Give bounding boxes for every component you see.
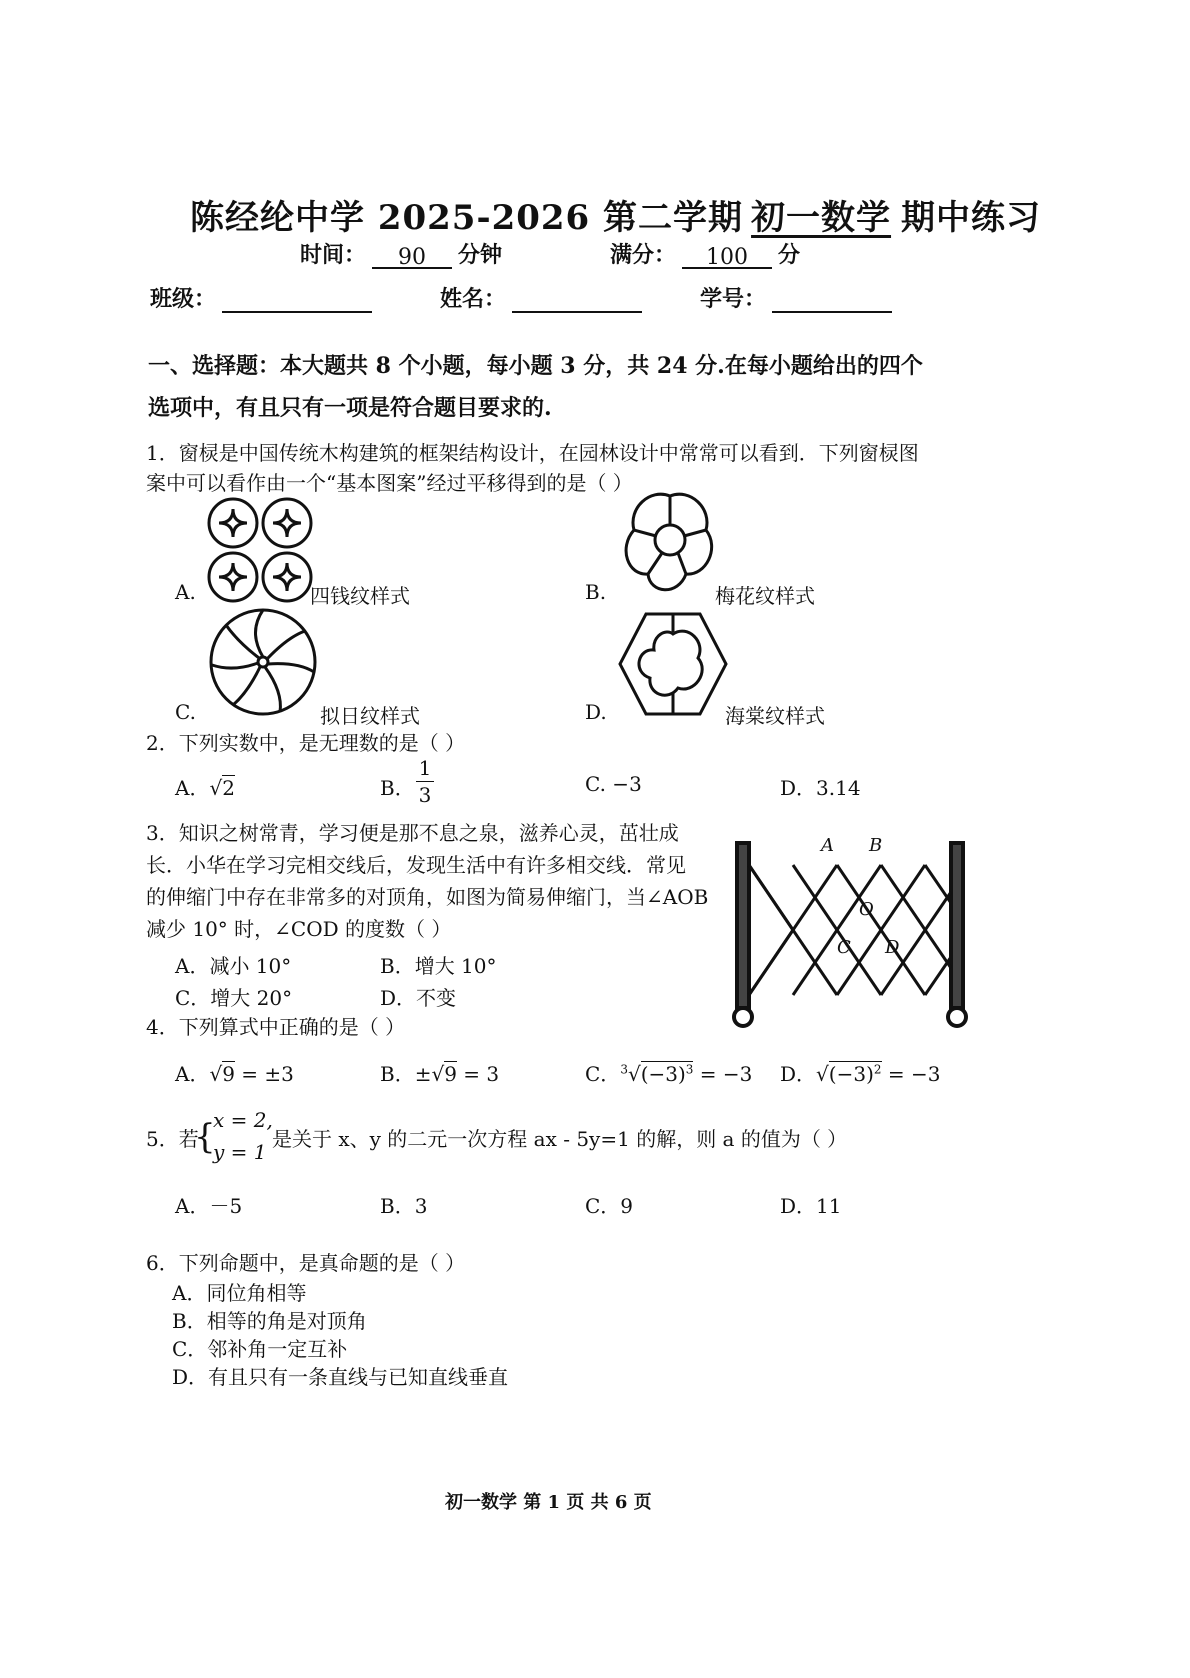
q5-prefix: 5．若 — [146, 1127, 199, 1151]
class-row — [150, 282, 372, 313]
q1-option-c-letter[interactable]: C. — [175, 700, 196, 724]
time-value: 90 — [372, 245, 452, 269]
q4-option-c-index: 3 — [620, 1062, 628, 1077]
page-title — [190, 190, 1041, 239]
score-value: 100 — [682, 245, 772, 269]
q4-option-b-rest: = 3 — [456, 1062, 500, 1086]
q4-option-d-rest: = −3 — [881, 1062, 941, 1086]
id-field[interactable] — [772, 289, 892, 313]
q6-option-c[interactable]: C．邻补角一定互补 — [172, 1337, 348, 1361]
q4-option-d-exponent: 2 — [873, 1062, 882, 1077]
q5-option-d[interactable]: D．11 — [780, 1194, 842, 1218]
q3-option-b[interactable]: B．增大 10° — [380, 954, 497, 978]
q1-option-b-letter[interactable]: B. — [585, 580, 607, 604]
time-row — [300, 238, 502, 269]
q4-option-c[interactable] — [585, 1058, 752, 1087]
score-row — [610, 238, 800, 269]
name-row — [440, 282, 642, 313]
begonia-pattern-icon — [618, 612, 728, 716]
q4-option-a-rest: = ±3 — [234, 1062, 294, 1086]
q3-option-c[interactable]: C．增大 20° — [175, 986, 293, 1010]
q3-line1: 3．知识之树常青，学习便是那不息之泉，滋养心灵，茁壮成 — [146, 821, 679, 845]
q5-eq2: y = 1 — [213, 1140, 267, 1164]
gate-label-c: C — [837, 937, 851, 958]
q3-option-d[interactable]: D．不变 — [380, 986, 457, 1010]
q2-option-b[interactable] — [380, 772, 415, 801]
gate-label-b: B — [869, 835, 883, 856]
q1-line2: 案中可以看作由一个“基本图案”经过平移得到的是（ ） — [146, 471, 633, 495]
q2-option-c[interactable]: C. −3 — [585, 772, 642, 796]
plum-blossom-pattern-icon — [620, 488, 720, 598]
q6-option-b[interactable]: B．相等的角是对顶角 — [172, 1309, 367, 1333]
q3-option-a[interactable]: A．减小 10° — [175, 954, 292, 978]
name-field[interactable] — [512, 289, 642, 313]
q4-option-d-letter: D． — [780, 1062, 817, 1086]
name-label: 姓名： — [440, 286, 507, 312]
q1-option-a-caption: 四钱纹样式 — [310, 584, 410, 608]
time-unit: 分钟 — [458, 242, 503, 268]
left-brace-icon: { — [194, 1117, 216, 1157]
sqrt-icon: √ — [627, 1062, 641, 1086]
gate-label-a: A — [821, 835, 834, 856]
q5-system — [213, 1104, 273, 1168]
q2-option-a-letter: A． — [175, 776, 210, 800]
q4-option-b-radicand: 9 — [444, 1062, 457, 1086]
title-suffix: 期中练习 — [901, 198, 1042, 238]
score-label: 满分： — [610, 242, 677, 268]
q4-option-b-letter: B． — [380, 1062, 415, 1086]
q4-option-b-sign: ± — [414, 1062, 432, 1086]
class-label: 班级： — [150, 286, 217, 312]
q4-option-d-radicand: (−3) — [828, 1062, 874, 1086]
gate-label-d: D — [885, 937, 900, 958]
q1-option-d-caption: 海棠纹样式 — [725, 704, 825, 728]
q1-option-a-letter[interactable]: A. — [175, 580, 196, 604]
id-label: 学号： — [700, 286, 767, 312]
q2-fraction-numerator: 1 — [416, 755, 434, 782]
q5-option-b[interactable]: B．3 — [380, 1194, 428, 1218]
q2-fraction — [416, 755, 434, 808]
q2-fraction-denominator: 3 — [418, 783, 432, 807]
q2-option-a[interactable] — [175, 772, 235, 801]
section1-line2: 选项中，有且只有一项是符合题目要求的. — [148, 395, 552, 421]
q1-option-d-letter[interactable]: D. — [585, 700, 607, 724]
q2-stem: 2．下列实数中，是无理数的是（ ） — [146, 731, 466, 755]
q1-option-b-caption: 梅花纹样式 — [715, 584, 815, 608]
sqrt-icon: √ — [209, 776, 223, 800]
score-unit: 分 — [778, 242, 801, 268]
q4-option-d[interactable] — [780, 1058, 941, 1087]
q2-option-d[interactable]: D．3.14 — [780, 776, 861, 800]
id-row — [700, 282, 892, 313]
sqrt-icon: √ — [431, 1062, 445, 1086]
q4-option-c-radicand: (−3) — [640, 1062, 686, 1086]
q6-option-d[interactable]: D．有且只有一条直线与已知直线垂直 — [172, 1365, 509, 1389]
sqrt-icon: √ — [209, 1062, 223, 1086]
q1-option-c-caption: 拟日纹样式 — [320, 704, 420, 728]
q6-stem: 6．下列命题中，是真命题的是（ ） — [146, 1251, 466, 1275]
section1-line1: 一、选择题：本大题共 8 个小题，每小题 3 分，共 24 分.在每小题给出的四个 — [148, 353, 923, 379]
q4-option-a-radicand: 9 — [222, 1062, 235, 1086]
q4-option-a[interactable] — [175, 1058, 294, 1087]
gate-label-o: O — [859, 899, 874, 920]
q4-option-c-rest: = −3 — [693, 1062, 753, 1086]
time-label: 时间： — [300, 242, 367, 268]
four-coin-pattern-icon — [205, 495, 315, 605]
q6-option-a[interactable]: A．同位角相等 — [172, 1281, 307, 1305]
q2-option-b-letter: B． — [380, 776, 415, 800]
q3-line3: 的伸缩门中存在非常多的对顶角，如图为简易伸缩门，当∠AOB — [146, 885, 709, 909]
title-prefix: 陈经纶中学 2025-2026 第二学期 — [190, 198, 744, 238]
q4-option-b[interactable] — [380, 1058, 499, 1087]
q4-stem: 4．下列算式中正确的是（ ） — [146, 1015, 406, 1039]
q4-option-a-letter: A． — [175, 1062, 210, 1086]
q5-suffix: 是关于 x、y 的二元一次方程 ax - 5y=1 的解，则 a 的值为（ ） — [272, 1127, 848, 1151]
q1-line1: 1．窗棂是中国传统木构建筑的框架结构设计，在园林设计中常常可以看到．下列窗棂图 — [146, 441, 919, 465]
sun-pattern-icon — [208, 607, 318, 717]
sqrt-icon: √ — [816, 1062, 829, 1086]
expandable-gate-figure — [725, 825, 985, 1030]
q4-option-c-letter: C． — [585, 1062, 621, 1086]
q5-option-c[interactable]: C．9 — [585, 1194, 634, 1218]
q5-eq1: x = 2, — [213, 1108, 273, 1132]
q3-line4: 减少 10° 时，∠COD 的度数（ ） — [146, 917, 452, 941]
q2-option-a-radicand: 2 — [222, 776, 235, 800]
title-subject: 初一数学 — [751, 198, 892, 238]
q3-line2: 长．小华在学习完相交线后，发现生活中有许多相交线．常见 — [146, 853, 686, 877]
page-footer: 初一数学 第 1 页 共 6 页 — [445, 1492, 652, 1513]
q4-option-c-exponent: 3 — [685, 1062, 694, 1077]
q5-option-a[interactable]: A．－5 — [175, 1194, 243, 1218]
class-field[interactable] — [222, 289, 372, 313]
